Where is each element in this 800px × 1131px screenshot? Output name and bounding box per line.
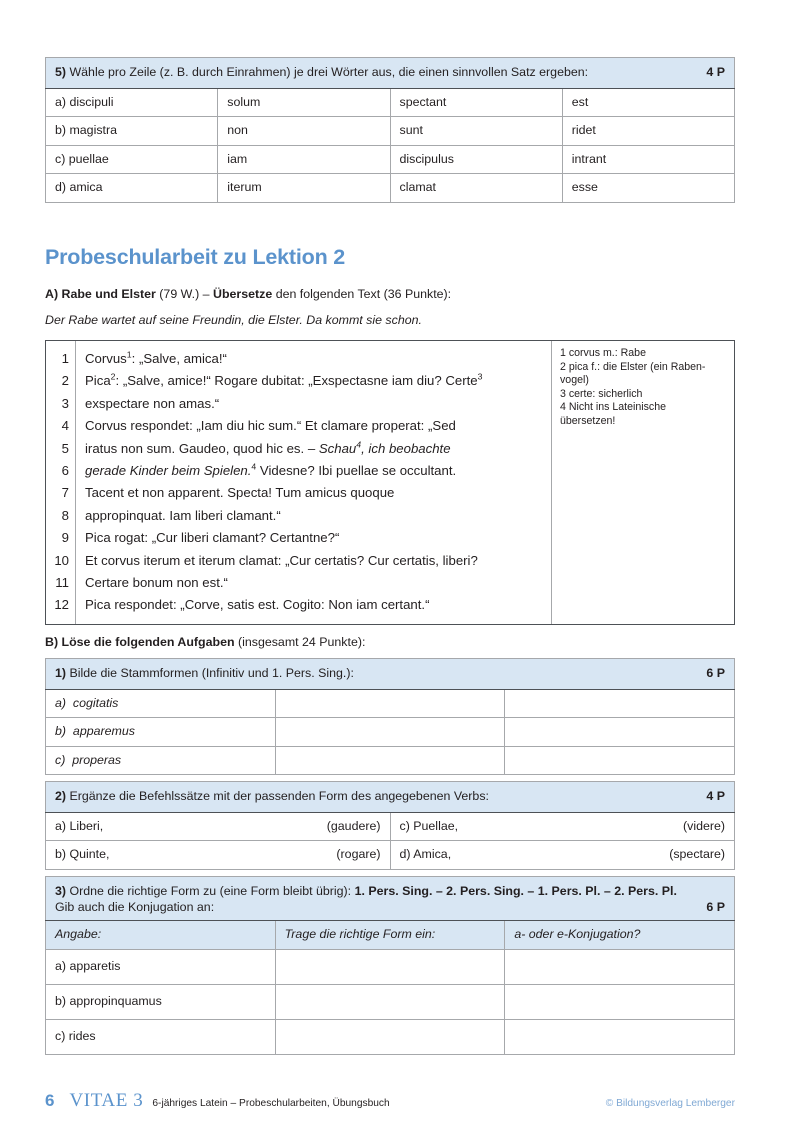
table-row: [46, 117, 735, 146]
exercise-5-block: [45, 57, 735, 203]
table-row: [46, 718, 735, 747]
exercise-2-block: [45, 781, 735, 870]
line-number: 5: [61, 440, 69, 456]
cell-b-3: sunt: [390, 117, 562, 146]
line-number: 1: [61, 351, 69, 366]
latin-line: Certare bonum non est.“: [85, 574, 228, 590]
annotation-line: vogel): [560, 374, 589, 387]
table-row: [46, 812, 735, 841]
table-row: [46, 174, 735, 203]
exercise-3-row-b-conj[interactable]: [505, 984, 735, 1019]
exercise-2-header-text: [55, 789, 706, 805]
table-row: [46, 689, 735, 718]
task-a-intro: [45, 312, 735, 329]
table-row: [46, 949, 735, 984]
exercise-3-header-cell: [46, 877, 735, 921]
latin-line: Pica$^2$: „Salve, amice!“ Rogare dubitat: „Exspectasne iam diu? Certe$^3$: [85, 372, 483, 389]
line-number: 7: [61, 485, 69, 501]
line-number: 12: [54, 597, 69, 613]
german-intro-sentence: Der Rabe wartet auf seine Freundin, die Elster. Da kommt sie schon.: [45, 313, 422, 327]
exercise-3-number: 3): [55, 884, 67, 898]
cell-b-2: non: [218, 117, 390, 146]
exercise-1-header-row: [46, 659, 735, 690]
exercise-1-table: [45, 658, 735, 775]
task-b-label: B) Löse die folgenden Aufgaben: [45, 635, 235, 649]
latin-line: Pica respondet: „Corve, satis est. Cogito: Non iam certant.“: [85, 597, 430, 613]
table-row: [46, 1019, 735, 1054]
exercise-3-header-row: [46, 877, 735, 921]
exercise-1-points: 6 P: [706, 666, 725, 680]
line-number: 10: [54, 552, 69, 568]
latin-line: Corvus respondet: „Iam diu hic sum.“ Et clamare properat: „Sed: [85, 418, 456, 434]
exercise-1-header-cell: [46, 659, 735, 690]
exercise-2-cell-b[interactable]: [46, 841, 391, 870]
table-row: [46, 88, 735, 117]
page-number: 6: [45, 1091, 55, 1110]
line-number: 11: [55, 574, 69, 590]
latin-line: Tacent et non apparent. Specta! Tum amicus quoque: [85, 485, 395, 501]
table-row: [46, 841, 735, 870]
exercise-3-row-a-answer[interactable]: [275, 949, 505, 984]
task-b-instruction: [45, 634, 735, 651]
line-number: 3: [61, 395, 69, 411]
exercise-3-header-line-2: [55, 900, 725, 916]
task-a-instruction: [45, 286, 735, 303]
exercise-2-cell-c[interactable]: [390, 812, 735, 841]
cell-d-2: iterum: [218, 174, 390, 203]
line-number: 9: [61, 530, 69, 546]
cell-d-3: clamat: [390, 174, 562, 203]
page-footer: [45, 1090, 735, 1112]
line-number: 8: [61, 507, 69, 523]
exercise-2-header-cell: [46, 782, 735, 813]
exercise-3-forms-list: 1. Pers. Sing. – 2. Pers. Sing. – 1. Pers. Pl. – 2. Pers. Pl.: [354, 884, 677, 898]
cell-d-4: esse: [562, 174, 734, 203]
exercise-5-header-cell: [46, 58, 735, 89]
task-a-mid: (79 W.) –: [155, 287, 214, 301]
exercise-3-colhead-1: Angabe:: [46, 921, 276, 950]
exercise-3-points: 6 P: [706, 899, 725, 914]
copyright-notice: © Bildungsverlag Lemberger: [605, 1098, 735, 1109]
exercise-2-points: 4 P: [706, 789, 725, 803]
latin-line: Corvus$^1$: „Salve, amica!“: [85, 349, 227, 366]
exercise-3-row-a-label: a) apparetis: [46, 949, 276, 984]
section-heading-block: [45, 245, 735, 270]
exercise-3-header-line-1: [55, 884, 725, 900]
exercise-1-row-a-label: [46, 689, 276, 718]
exercise-5-number: 5): [55, 65, 67, 79]
exercise-2-prompt-d: d) Amica,: [399, 847, 452, 861]
exercise-1-answer-cell-2[interactable]: [505, 689, 735, 718]
exercise-1-row-b-label: [46, 718, 276, 747]
row-marker: a): [55, 695, 67, 710]
exercise-1-header-text: [55, 666, 706, 682]
exercise-3-colhead-2: Trage die richtige Form ein:: [275, 921, 505, 950]
latin-line: gerade Kinder beim Spielen.$^4$ Videsne? Ibi puellae se occultant.: [85, 461, 457, 478]
cell-b-1: b) magistra: [46, 117, 218, 146]
exercise-2-verb-a: (gaudere): [326, 818, 381, 833]
exercise-3-row-c-label: c) rides: [46, 1019, 276, 1054]
exercise-3-row-b-answer[interactable]: [275, 984, 505, 1019]
exercise-2-table: [45, 781, 735, 870]
exercise-2-number: 2): [55, 789, 67, 803]
exercise-3-table: [45, 876, 735, 1055]
exercise-2-prompt-c: c) Puellae,: [399, 818, 459, 833]
exercise-1-answer-cell-2[interactable]: [505, 746, 735, 775]
exercise-3-row-c-conj[interactable]: [505, 1019, 735, 1054]
task-a-verb: Übersetze: [213, 287, 273, 301]
latin-text-left: [46, 341, 552, 624]
exercise-2-instruction: Ergänze die Befehlssätze mit der passenden Form des angegebenen Verbs:: [66, 789, 489, 803]
cell-c-4: intrant: [562, 145, 734, 174]
latin-line: appropinquat. Iam liberi clamant.“: [85, 507, 281, 523]
latin-line: iratus non sum. Gaudeo, quod hic es. – Schau$^4$, ich beobachte: [85, 439, 451, 456]
exercise-2-verb-d: (spectare): [669, 847, 725, 861]
task-a-label: A) Rabe und Elster: [45, 287, 156, 301]
brand-title: VITAE 3: [69, 1090, 144, 1111]
latin-line-column: [76, 341, 551, 624]
exercise-5-points: 4 P: [706, 65, 725, 79]
task-a-line: [45, 286, 735, 303]
line-number-column: [46, 341, 76, 624]
exercise-2-prompt-b: b) Quinte,: [55, 847, 110, 861]
line-number: 4: [61, 418, 69, 434]
exercise-3-column-header-row: [46, 921, 735, 950]
cell-d-1: d) amica: [46, 174, 218, 203]
exercise-5-instruction: Wähle pro Zeile (z. B. durch Einrahmen) je drei Wörter aus, die einen sinnvollen Satz ergeben:: [66, 65, 589, 79]
annotation-line: 3 certe: sicherlich: [560, 387, 643, 400]
latin-text-block: [45, 340, 735, 625]
page-title: Probeschularbeit zu Lektion 2: [45, 245, 346, 269]
task-b-line: [45, 634, 735, 651]
exercise-3-row-b-label: b) appropinquamus: [46, 984, 276, 1019]
exercise-2-verb-c: (videre): [683, 818, 725, 833]
row-word: properas: [72, 752, 122, 767]
latin-line: Pica rogat: „Cur liberi clamant? Certantne?“: [85, 530, 340, 546]
footer-subtitle: 6-jähriges Latein – Probeschularbeiten, Übungsbuch: [152, 1098, 390, 1109]
exercise-2-prompt-a: a) Liberi,: [55, 818, 104, 833]
exercise-5-header-text: [55, 65, 706, 81]
row-marker: c): [55, 752, 66, 767]
latin-text-box: [45, 340, 735, 625]
row-word: apparemus: [72, 724, 135, 738]
exercise-1-answer-cell-1[interactable]: [275, 718, 505, 747]
row-word: cogitatis: [72, 695, 119, 710]
exercise-3-colhead-3: a- oder e-Konjugation?: [505, 921, 735, 950]
annotation-line: 2 pica f.: die Elster (ein Raben-: [560, 360, 706, 373]
cell-a-2: solum: [218, 88, 390, 117]
exercise-3-row-a-conj[interactable]: [505, 949, 735, 984]
exercise-1-answer-cell-2[interactable]: [505, 718, 735, 747]
line-number: 2: [61, 373, 69, 389]
exercise-3-instruction-2: Gib auch die Konjugation an:: [55, 899, 215, 914]
latin-line: exspectare non amas.“: [85, 395, 220, 411]
annotation-line: übersetzen!: [560, 414, 616, 427]
exercise-1-number: 1): [55, 666, 67, 680]
exercise-1-row-c-label: [46, 746, 276, 775]
cell-a-4: est: [562, 88, 734, 117]
exercise-5-table: [45, 57, 735, 203]
exercise-1-answer-cell-1[interactable]: [275, 746, 505, 775]
exercise-3-block: [45, 876, 735, 1055]
exercise-5-header-row: [46, 58, 735, 89]
cell-a-1: a) discipuli: [46, 88, 218, 117]
exercise-2-verb-b: (rogare): [336, 847, 381, 861]
vocabulary-annotations: [552, 341, 734, 624]
task-a-tail: den folgenden Text (36 Punkte):: [272, 287, 452, 301]
exercise-1-instruction: Bilde die Stammformen (Infinitiv und 1. Pers. Sing.):: [66, 666, 354, 680]
cell-c-3: discipulus: [390, 145, 562, 174]
line-number: 6: [61, 462, 69, 478]
exercise-3-row-c-answer[interactable]: [275, 1019, 505, 1054]
table-row: [46, 984, 735, 1019]
cell-a-3: spectant: [390, 88, 562, 117]
exercise-3-instruction: Ordne die richtige Form zu (eine Form bleibt übrig):: [66, 884, 355, 898]
exercise-2-cell-d[interactable]: [390, 841, 735, 870]
row-marker: b): [55, 724, 67, 738]
latin-line: Et corvus iterum et iterum clamat: „Cur certatis? Cur certatis, liberi?: [85, 552, 478, 568]
exercise-1-answer-cell-1[interactable]: [275, 689, 505, 718]
exercise-1-block: [45, 658, 735, 775]
exercise-2-header-row: [46, 782, 735, 813]
cell-c-2: iam: [218, 145, 390, 174]
exercise-2-cell-a[interactable]: [46, 812, 391, 841]
annotation-line: 4 Nicht ins Lateinische: [560, 401, 666, 414]
cell-c-1: c) puellae: [46, 145, 218, 174]
cell-b-4: ridet: [562, 117, 734, 146]
task-b-tail: (insgesamt 24 Punkte):: [234, 635, 366, 649]
table-row: [46, 145, 735, 174]
annotation-line: 1 corvus m.: Rabe: [560, 347, 646, 359]
table-row: [46, 746, 735, 775]
